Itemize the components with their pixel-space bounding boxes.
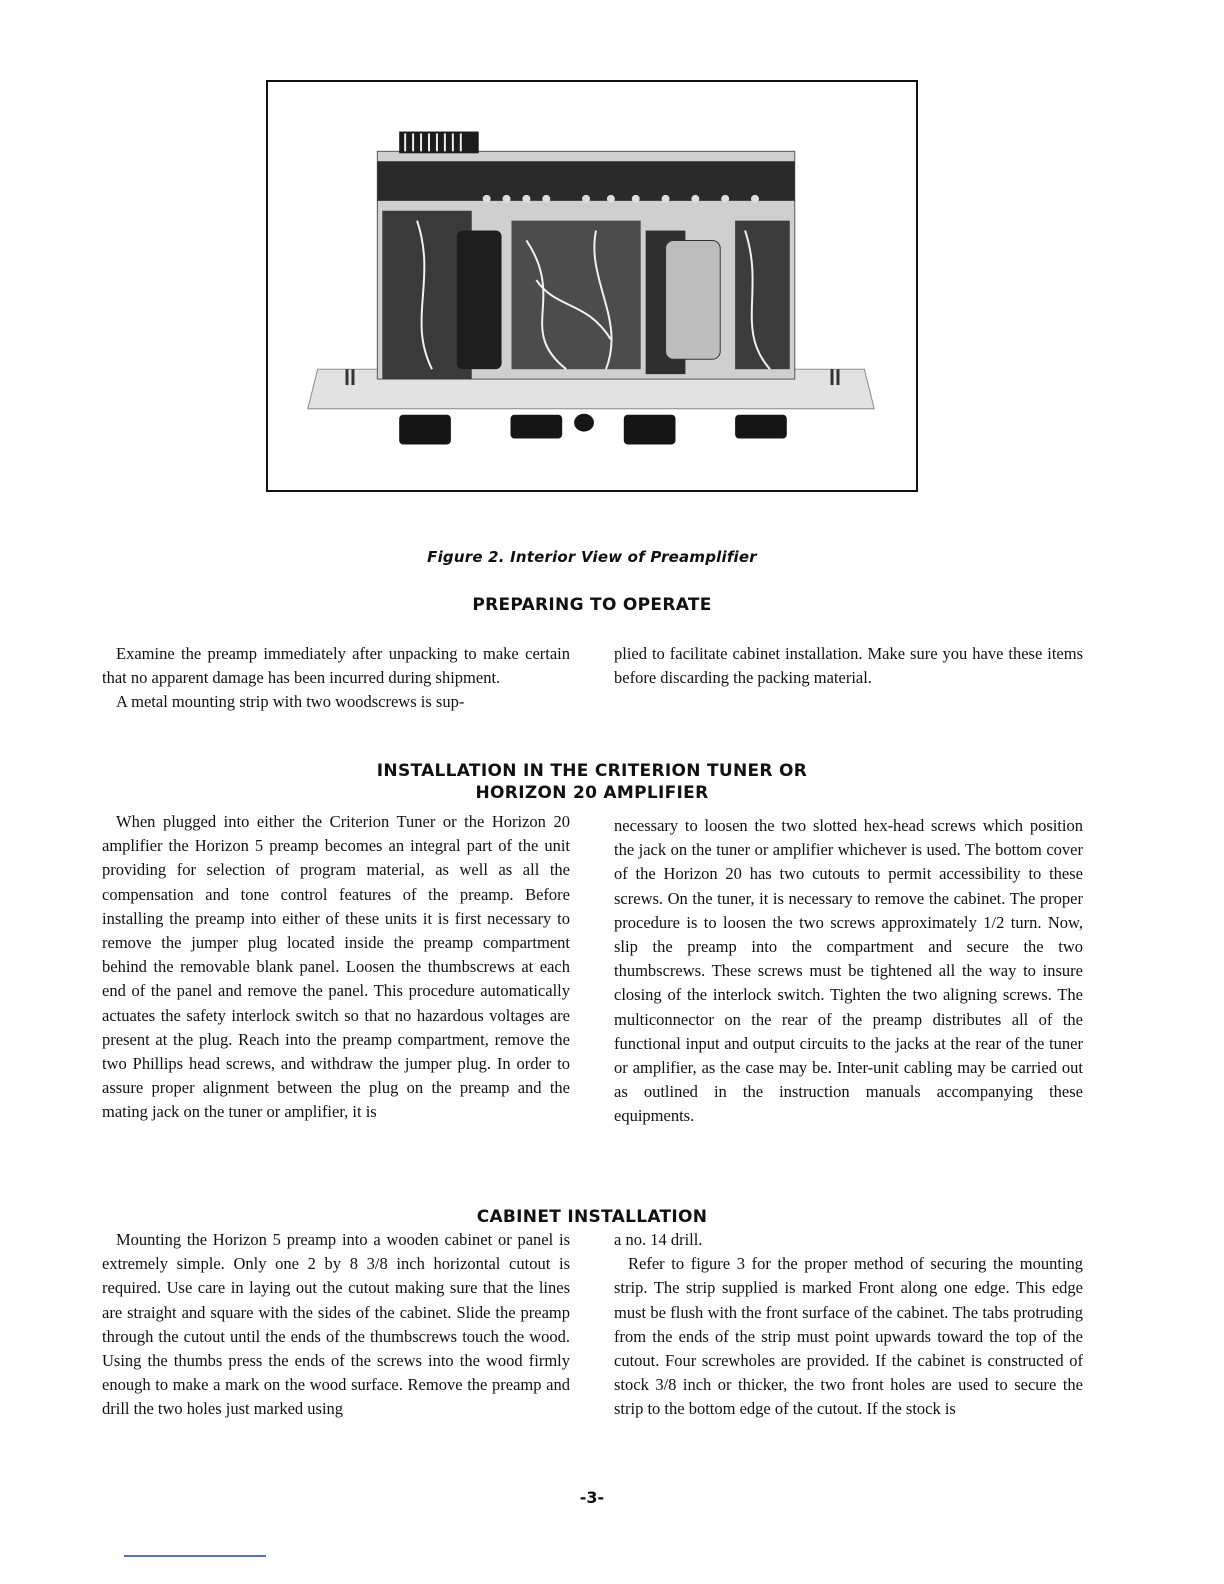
preparing-right-column xyxy=(614,642,1083,690)
paragraph: a no. 14 drill. xyxy=(614,1230,703,1249)
paragraph: Mounting the Horizon 5 preamp into a wooden cabinet or panel is extremely simple. Only one 2 by 8 3/8 inch horizontal cutout is required. Use care in laying out the cutout making sure that the lines are straight and square with the sides of the cabinet. Slide the preamp through the cutout until the ends of the thumbscrews touch the wood. Using the thumbs press the ends of the screws into the wood firmly enough to make a mark on the wood surface. Remove the preamp and drill the two holes just marked using xyxy=(102,1230,570,1419)
cabinet-left-column xyxy=(102,1228,570,1422)
page-number: -3- xyxy=(579,1488,605,1507)
preamplifier-interior-photo xyxy=(268,82,916,490)
installation-right-column xyxy=(614,814,1083,1129)
scan-artifact-line xyxy=(124,1555,266,1557)
heading-cabinet: CABINET INSTALLATION xyxy=(476,1207,708,1227)
preparing-left-column xyxy=(102,642,570,715)
figure-caption: Figure 2. Interior View of Preamplifier xyxy=(427,548,757,566)
paragraph: Examine the preamp immediately after unpacking to make certain that no apparent damage has been incurred during shipment. xyxy=(102,644,570,688)
heading-preparing: PREPARING TO OPERATE xyxy=(472,595,712,615)
paragraph: When plugged into either the Criterion Tuner or the Horizon 20 amplifier the Horizon 5 preamp becomes an integral part of the unit providing for selection of program material, as well as all the compensation and tone control features of the preamp. Before installing the preamp into either of these units it is first necessary to remove the jumper plug located inside the preamp compartment behind the removable blank panel. Loosen the thumbscrews at each end of the panel and remove the panel. This procedure automatically actuates the safety interlock switch so that no hazardous voltages are present at the plug. Reach into the preamp compartment, remove the two Phillips head screws, and withdraw the jumper plug. In order to assure proper alignment between the plug on the preamp and the mating jack on the tuner or amplifier, it is xyxy=(102,812,570,1122)
figure-frame xyxy=(266,80,918,492)
paragraph: plied to facilitate cabinet installation. Make sure you have these items before discarding the packing material. xyxy=(614,644,1083,688)
cabinet-right-column xyxy=(614,1228,1083,1422)
paragraph: Refer to figure 3 for the proper method of securing the mounting strip. The strip supplied is marked Front along one edge. This edge must be flush with the front surface of the cabinet. The tabs protruding from the ends of the strip must point upwards toward the top of the cutout. Four screwholes are provided. If the cabinet is constructed of stock 3/8 inch or thicker, the two front holes are used to secure the strip to the bottom edge of the cutout. If the stock is xyxy=(614,1254,1083,1419)
heading-installation-line2: HORIZON 20 AMPLIFIER xyxy=(475,783,709,803)
paragraph: necessary to loosen the two slotted hex-head screws which position the jack on the tuner or amplifier whichever is used. The bottom cover of the Horizon 20 has two cutouts to permit accessibility to these screws. On the tuner, it is necessary to remove the cabinet. The proper procedure is to loosen the two screws approximately 1/2 turn. Now, slip the preamp into the compartment and secure the two thumbscrews. These screws must be tightened all the way to insure closing of the interlock switch. Tighten the two aligning screws. The multiconnector on the rear of the preamp distributes all of the functional input and output circuits to the jacks at the rear of the tuner or amplifier, as the case may be. Inter-unit cabling may be carried out as outlined in the instruction manuals accompanying these equipments. xyxy=(614,816,1083,1126)
installation-left-column xyxy=(102,810,570,1125)
paragraph: A metal mounting strip with two woodscrews is sup- xyxy=(116,692,465,712)
heading-installation-line1: INSTALLATION IN THE CRITERION TUNER OR xyxy=(376,761,808,781)
